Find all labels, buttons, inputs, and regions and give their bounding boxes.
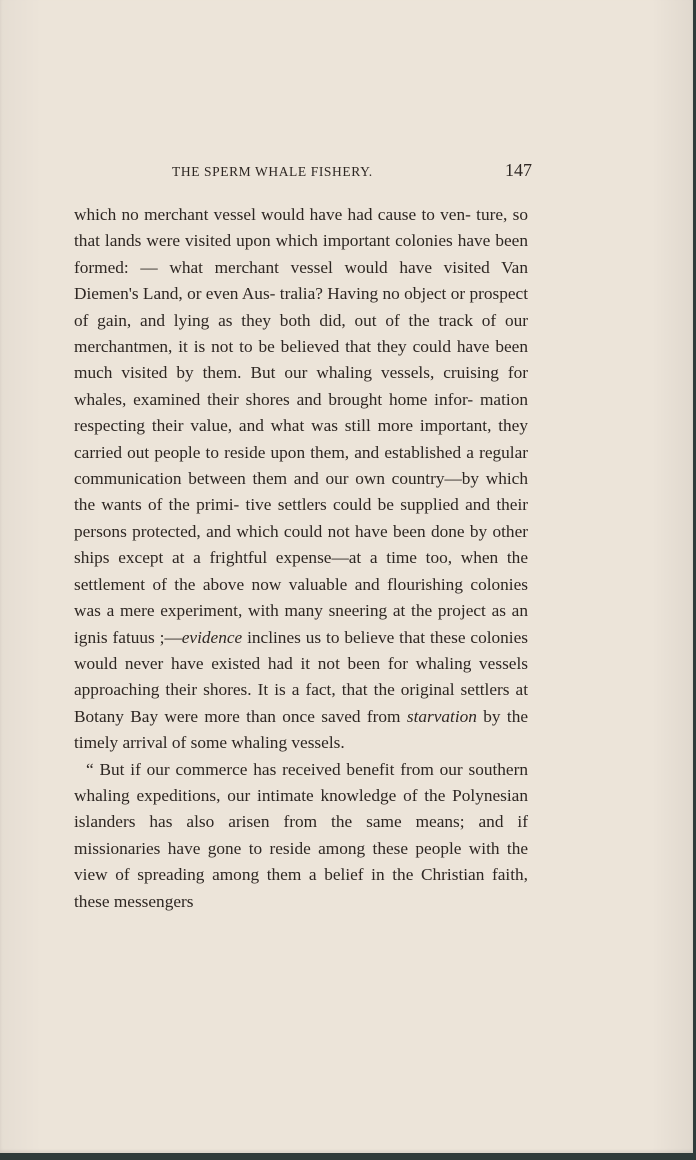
paragraph-text: which no merchant vessel would have had cause to ven- ture, so that lands were visited upon which important colonies have been formed: — what merchant vessel would have visited Van Diemen's Land, or even Aus- tralia? Having no object or prospect of gain, and lying as they both did, out of the track of our merchantmen, it is not to be believed that they could have been much visited by them. But our whaling vessels, cruising for whales, examined their shores and brought home infor- mation respecting their value, and what was still more important, they carried out people to reside upon them, and established a regular communication between them and our own country—by which the wants of the primi- tive settlers could be supplied and their persons protected, and which could not have been done by other ships except at a frightful expense—at a time too, when the settlement of the above now valuable and flourishing colonies was a mere experiment, with many sneering at the project as an ignis fatuus ;— [74,205,528,647]
paragraph [74,202,528,757]
paragraph-text: inclines us to believe that these colonies would never have existed had it not been for whaling vessels approaching their shores. It is a fact, that the original settlers at Botany Bay were more than once saved from [74,627,528,726]
page-number: 147 [505,160,532,180]
body-text [74,202,528,915]
italic-word: evidence [181,627,243,647]
italic-word: starvation [406,706,477,726]
paragraph-text: by the timely arrival of some whaling vessels. [74,706,528,753]
paragraph: “ But if our commerce has received benefit from our southern whaling expeditions, our intimate knowledge of the Polynesian islanders has also arisen from the same means; and if missionaries have gone to reside among these people with the view of spreading among them a belief in the Christian faith, these messengers [74,759,528,911]
running-title: THE SPERM WHALE FISHERY. [172,164,373,179]
page-header [170,162,532,186]
